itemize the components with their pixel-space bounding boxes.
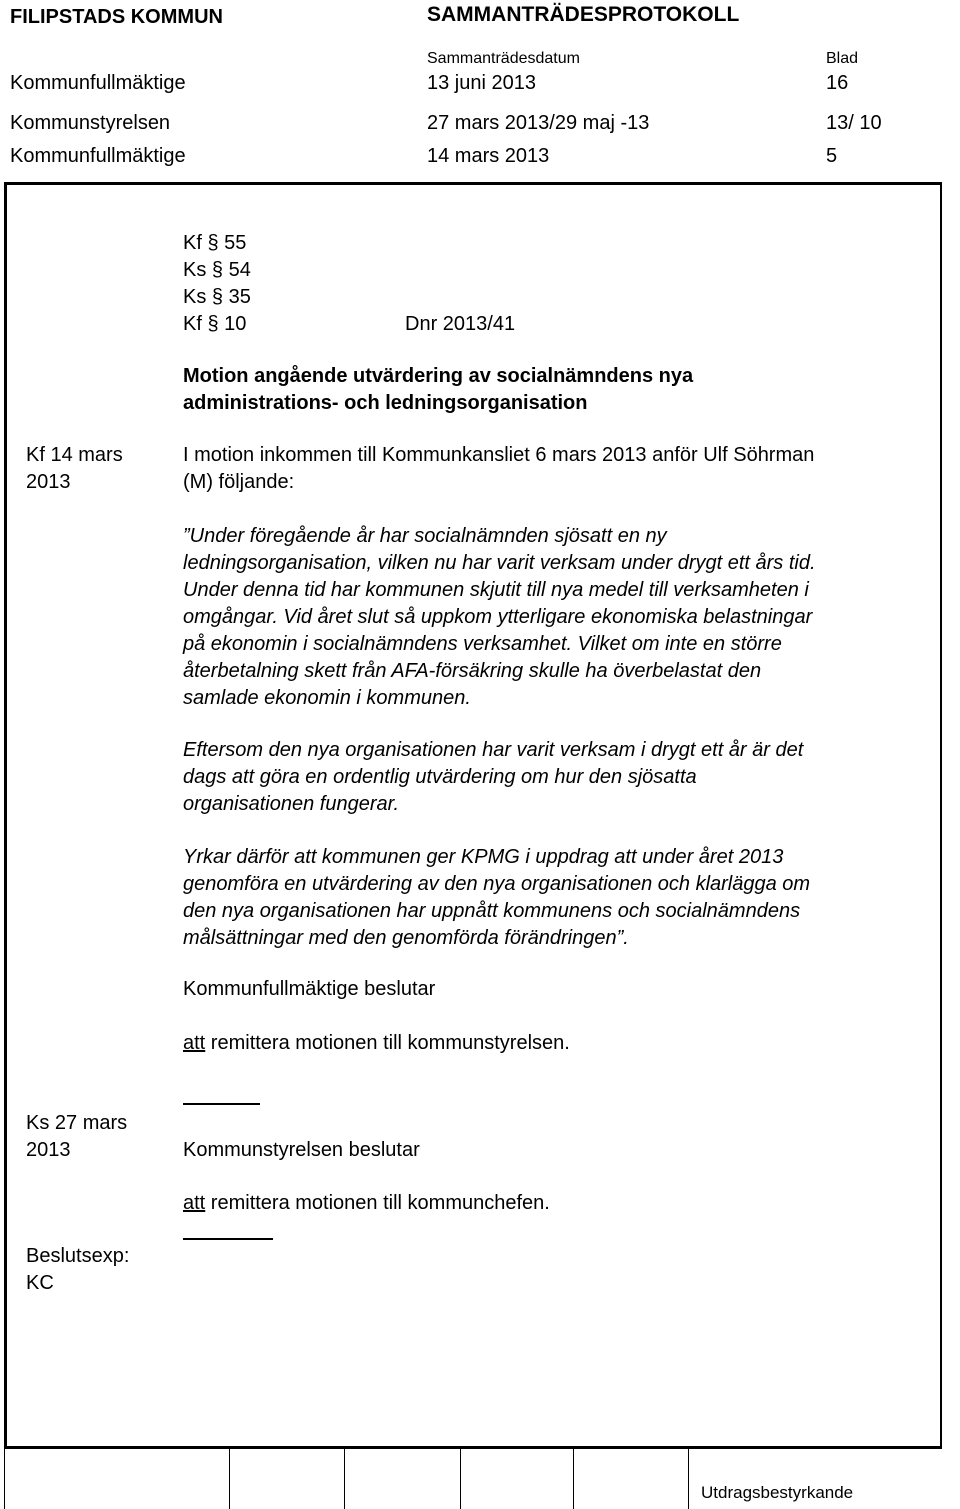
quote-line: ledningsorganisation, vilken nu har varit verksam under drygt ett års tid. — [183, 552, 816, 574]
footer-divider — [229, 1449, 230, 1509]
dispatch-label: Beslutsexp: — [26, 1245, 130, 1267]
separator-line — [183, 1238, 273, 1240]
header-date-1: 13 juni 2013 — [427, 72, 536, 94]
header-page-2: 13/ 10 — [826, 112, 882, 134]
margin-note-ks: Ks 27 mars — [26, 1112, 128, 1134]
margin-note-kf: Kf 14 mars — [26, 444, 123, 466]
header-body-1: Kommunfullmäktige — [10, 72, 186, 94]
case-title-line-1: Motion angående utvärdering av socialnämndens nya — [183, 365, 694, 387]
footer-divider — [688, 1449, 689, 1509]
certification-label: Utdragsbestyrkande — [701, 1483, 854, 1502]
header-date-3: 14 mars 2013 — [427, 145, 550, 167]
quote-line: den nya organisationen har uppnått kommunens och socialnämndens — [183, 900, 801, 922]
quote-line: Eftersom den nya organisationen har varit verksam i drygt ett år är det — [183, 739, 804, 761]
quote-line: återbetalning skett från AFA-försäkring skulle ha överbelastat den — [183, 660, 762, 682]
quote-line: Yrkar därför att kommunen ger KPMG i uppdrag att under året 2013 — [183, 846, 784, 868]
case-title-line-2: administrations- och ledningsorganisation — [183, 392, 588, 414]
reference-ks-54: Ks § 54 — [183, 259, 251, 281]
right-rule — [940, 182, 942, 1448]
reference-ks-35: Ks § 35 — [183, 286, 251, 308]
dispatch-recipient: KC — [26, 1272, 54, 1294]
ks-decision-heading: Kommunstyrelsen beslutar — [183, 1139, 420, 1161]
reference-kf-55: Kf § 55 — [183, 232, 247, 254]
quote-line: ”Under föregående år har socialnämnden sjösatt en ny — [183, 525, 667, 547]
bottom-rule — [4, 1446, 942, 1449]
ks-decision-text: att remittera motionen till kommunchefen. — [183, 1192, 550, 1214]
header-date-2: 27 mars 2013/29 maj -13 — [427, 112, 650, 134]
header-page-3: 5 — [826, 145, 838, 167]
municipality-name: FILIPSTADS KOMMUN — [10, 6, 223, 28]
margin-note-kf-year: 2013 — [26, 471, 71, 493]
footer-divider — [4, 1449, 5, 1509]
separator-line — [183, 1103, 260, 1105]
document-type: SAMMANTRÄDESPROTOKOLL — [427, 3, 740, 26]
quote-line: på ekonomin i socialnämndens verksamhet. Vilket om inte en större — [183, 633, 782, 655]
footer-divider — [460, 1449, 461, 1509]
intro-line-1: I motion inkommen till Kommunkansliet 6 mars 2013 anför Ulf Söhrman — [183, 444, 815, 466]
quote-line: omgångar. Vid året slut så uppkom ytterligare ekonomiska belastningar — [183, 606, 813, 628]
header-body-2: Kommunstyrelsen — [10, 112, 171, 134]
quote-line: organisationen fungerar. — [183, 793, 400, 815]
date-column-label: Sammanträdesdatum — [427, 50, 580, 67]
footer-divider — [344, 1449, 345, 1509]
margin-note-ks-year: 2013 — [26, 1139, 71, 1161]
header-body-3: Kommunfullmäktige — [10, 145, 186, 167]
quote-line: dags att göra en ordentlig utvärdering om hur den sjösatta — [183, 766, 697, 788]
reference-kf-10: Kf § 10 — [183, 313, 247, 335]
quote-line: målsättningar med den genomförda förändringen”. — [183, 927, 629, 949]
footer-divider — [573, 1449, 574, 1509]
quote-line: genomföra en utvärdering av den nya organisationen och klarlägga om — [183, 873, 811, 895]
diary-number: Dnr 2013/41 — [405, 313, 516, 335]
intro-line-2: (M) följande: — [183, 471, 295, 493]
quote-line: samlade ekonomin i kommunen. — [183, 687, 471, 709]
top-rule — [4, 182, 942, 185]
kf-decision-text: att remittera motionen till kommunstyrelsen. — [183, 1032, 570, 1054]
quote-line: Under denna tid har kommunen skjutit till nya medel till verksamheten i — [183, 579, 809, 601]
page-column-label: Blad — [826, 50, 859, 67]
left-rule — [4, 182, 7, 1448]
kf-decision-heading: Kommunfullmäktige beslutar — [183, 978, 436, 1000]
header-page-1: 16 — [826, 72, 849, 94]
